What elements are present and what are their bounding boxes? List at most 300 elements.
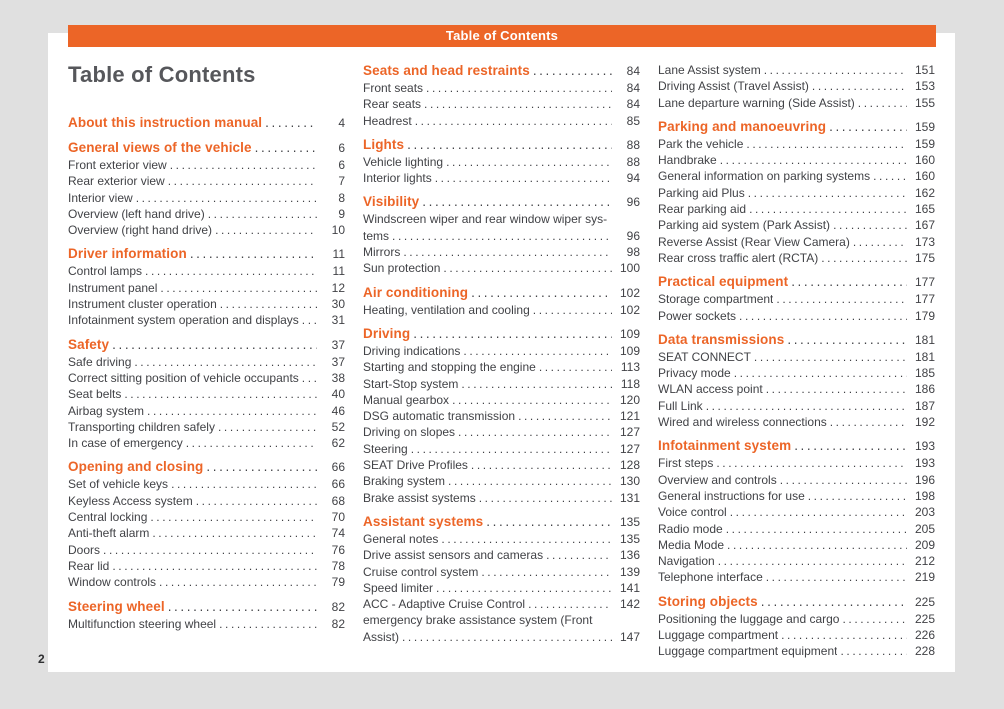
toc-section-heading[interactable]	[658, 331, 935, 349]
header-banner-label: Table of Contents	[445, 28, 559, 43]
toc-section-heading[interactable]	[363, 193, 640, 211]
toc-entry-label: Overview and controls	[658, 472, 777, 487]
toc-entry-label: Power sockets	[658, 308, 737, 323]
toc-entry[interactable]	[68, 616, 345, 632]
toc-entry-label: Drive assist sensors and cameras	[363, 548, 544, 563]
toc-entry[interactable]	[658, 349, 935, 365]
header-banner	[68, 25, 936, 47]
toc-page-number: 193	[914, 456, 935, 471]
dot-leader	[748, 185, 907, 201]
toc-entry[interactable]	[658, 398, 935, 414]
toc-entry-label: Parking aid Plus	[658, 185, 745, 200]
toc-entry[interactable]	[658, 611, 935, 627]
dot-leader	[415, 113, 612, 129]
toc-entry[interactable]	[363, 531, 640, 547]
toc-entry-label: Manual gearbox	[363, 392, 450, 407]
dot-leader	[781, 627, 907, 643]
toc-page-number: 10	[331, 223, 345, 238]
toc-page-number: 118	[620, 376, 640, 391]
toc-page-number: 175	[914, 250, 935, 265]
toc-entry-label: Telephone interface	[658, 570, 763, 585]
dot-leader	[766, 569, 907, 585]
dot-leader	[145, 263, 317, 279]
toc-entry-label: Correct sitting position of vehicle occupants	[68, 370, 299, 385]
toc-entry[interactable]	[363, 408, 640, 424]
dot-leader	[186, 435, 317, 451]
dot-leader	[392, 228, 612, 244]
toc-entry[interactable]	[363, 490, 640, 506]
dot-leader	[720, 152, 907, 168]
dot-leader	[840, 643, 907, 659]
toc-entry[interactable]	[658, 569, 935, 585]
dot-leader	[812, 78, 907, 94]
toc-section	[363, 136, 640, 187]
toc-section-heading[interactable]	[68, 114, 345, 132]
toc-entry-label: SEAT CONNECT	[658, 349, 751, 364]
toc-entry[interactable]	[363, 629, 640, 645]
toc-page-number: 187	[914, 398, 935, 413]
dot-leader	[533, 62, 612, 79]
toc-entry[interactable]	[363, 424, 640, 440]
toc-page-number: 136	[619, 548, 640, 563]
toc-entry[interactable]	[658, 365, 935, 381]
toc-entry[interactable]	[658, 250, 935, 266]
toc-page-number: 198	[914, 488, 935, 503]
toc-section-heading[interactable]	[363, 136, 640, 154]
toc-entry[interactable]	[68, 157, 345, 173]
toc-page-number: 185	[914, 366, 935, 381]
toc-entry-label: Overview (right hand drive)	[68, 223, 213, 238]
toc-entry[interactable]	[658, 381, 935, 397]
toc-page-number: 225	[914, 611, 935, 626]
toc-page-number: 219	[914, 570, 935, 585]
toc-entry[interactable]	[658, 488, 935, 504]
dot-leader	[471, 284, 612, 301]
toc-entry[interactable]	[363, 228, 640, 244]
dot-leader	[764, 62, 907, 78]
toc-entry[interactable]	[68, 493, 345, 509]
dot-leader	[726, 521, 907, 537]
toc-entry-label: Front exterior view	[68, 158, 167, 172]
toc-entry-label: Rear lid	[68, 558, 110, 573]
toc-content	[68, 62, 935, 660]
toc-section	[363, 284, 640, 318]
toc-entry-label: Vehicle lighting	[363, 154, 444, 169]
dot-leader	[150, 509, 317, 525]
toc-entry-label: SEAT Drive Profiles	[363, 458, 468, 473]
toc-entry-label: Central locking	[68, 510, 148, 525]
dot-leader	[452, 392, 612, 408]
toc-entry[interactable]	[658, 291, 935, 307]
dot-leader	[739, 308, 907, 324]
toc-entry[interactable]	[658, 217, 935, 233]
dot-leader	[424, 96, 612, 112]
toc-entry-label: ACC - Adaptive Cruise Control	[363, 597, 526, 612]
dot-leader	[858, 95, 907, 111]
toc-entry[interactable]	[658, 521, 935, 537]
toc-entry-label: Parking aid system (Park Assist)	[658, 218, 831, 233]
dot-leader	[220, 296, 317, 312]
toc-page-number: 153	[914, 79, 935, 94]
toc-entry[interactable]	[68, 206, 345, 222]
toc-entry[interactable]	[658, 152, 935, 168]
dot-leader	[746, 136, 907, 152]
dot-leader	[463, 343, 612, 359]
toc-page-number: 177	[914, 292, 935, 307]
toc-section-heading[interactable]	[363, 284, 640, 302]
toc-entry[interactable]	[68, 525, 345, 541]
toc-page-number: 102	[619, 285, 640, 300]
toc-section	[363, 193, 640, 276]
toc-page-number: 11	[332, 247, 345, 262]
toc-entry-label: Assist)	[363, 629, 399, 644]
toc-entry[interactable]	[658, 201, 935, 217]
toc-section-heading[interactable]	[363, 513, 640, 531]
toc-entry[interactable]	[658, 643, 935, 659]
toc-page-number: 113	[620, 360, 640, 375]
toc-page-number: 96	[626, 195, 640, 210]
toc-entry[interactable]	[363, 359, 640, 375]
toc-page-number: 66	[331, 460, 345, 475]
toc-entry[interactable]	[363, 80, 640, 96]
toc-entry[interactable]	[658, 234, 935, 250]
dot-leader	[716, 455, 907, 471]
dot-leader	[208, 206, 317, 222]
toc-section	[363, 325, 640, 506]
toc-page-number: 88	[626, 154, 640, 169]
toc-page-number: 46	[331, 403, 345, 418]
dot-leader	[168, 173, 317, 189]
dot-leader	[134, 354, 317, 370]
toc-section	[68, 245, 345, 328]
toc-page-number: 121	[619, 409, 640, 424]
dot-leader	[422, 193, 612, 210]
dot-leader	[821, 250, 907, 266]
toc-page-number: 120	[619, 392, 640, 407]
toc-entry[interactable]	[658, 627, 935, 643]
toc-entry[interactable]	[363, 457, 640, 473]
toc-section-heading-label: Opening and closing	[68, 459, 204, 475]
dot-leader	[402, 629, 612, 645]
dot-leader	[754, 349, 907, 365]
dot-leader	[255, 139, 317, 156]
dot-leader	[411, 441, 612, 457]
toc-entry-label: Keyless Access system	[68, 493, 193, 508]
toc-entry[interactable]	[68, 312, 345, 328]
toc-entry-label: Sun protection	[363, 261, 441, 276]
dot-leader	[448, 473, 612, 489]
dot-leader	[170, 157, 317, 173]
dot-leader	[407, 136, 612, 153]
toc-entry-label: Brake assist systems	[363, 490, 476, 505]
toc-column-3	[658, 62, 935, 660]
toc-entry-label: General notes	[363, 531, 439, 546]
toc-entry-label: Cruise control system	[363, 564, 479, 579]
dot-leader	[461, 376, 612, 392]
toc-entry[interactable]	[658, 308, 935, 324]
toc-entry[interactable]	[68, 370, 345, 386]
toc-entry[interactable]	[68, 435, 345, 451]
toc-section-heading-label: Driving	[363, 325, 411, 341]
toc-section-heading[interactable]	[68, 336, 345, 354]
dot-leader	[219, 616, 317, 632]
toc-page-number: 38	[331, 370, 345, 385]
dot-leader	[171, 476, 317, 492]
toc-section-heading[interactable]	[68, 139, 345, 157]
toc-entry-label: Lane Assist system	[658, 63, 761, 77]
toc-section-heading-label: Storing objects	[658, 593, 758, 609]
toc-section-heading[interactable]	[68, 245, 345, 263]
toc-page-number: 85	[626, 113, 640, 128]
dot-leader	[787, 331, 907, 348]
toc-entry[interactable]	[68, 542, 345, 558]
dot-leader	[413, 325, 612, 342]
dot-leader	[479, 490, 612, 506]
dot-leader	[265, 114, 317, 131]
toc-page-number: 160	[914, 153, 935, 168]
toc-entry-label: Interior view	[68, 190, 133, 205]
toc-entry[interactable]	[658, 553, 935, 569]
toc-entry[interactable]	[658, 185, 935, 201]
toc-entry[interactable]	[363, 596, 640, 612]
toc-entry[interactable]	[363, 392, 640, 408]
toc-entry[interactable]	[68, 403, 345, 419]
dot-leader	[730, 504, 907, 520]
toc-page-number: 66	[331, 477, 345, 492]
toc-section	[658, 118, 935, 266]
toc-section-heading[interactable]	[658, 437, 935, 455]
toc-entry-label: Mirrors	[363, 245, 401, 260]
toc-entry[interactable]	[658, 414, 935, 430]
toc-page-number: 167	[914, 218, 935, 233]
toc-section-heading[interactable]	[68, 458, 345, 476]
toc-entry[interactable]	[363, 154, 640, 170]
dot-leader	[533, 302, 612, 318]
toc-entry-label: Transporting children safely	[68, 419, 215, 434]
toc-section	[363, 62, 640, 129]
dot-leader	[436, 580, 612, 596]
toc-entry-label: Rear seats	[363, 97, 422, 112]
toc-entry[interactable]	[363, 96, 640, 112]
toc-page-number: 4	[338, 116, 345, 130]
toc-page-number: 6	[338, 158, 345, 172]
toc-entry-label: Instrument panel	[68, 280, 158, 295]
toc-page-number: 147	[619, 629, 640, 644]
toc-entry[interactable]	[658, 168, 935, 184]
toc-entry[interactable]	[68, 574, 345, 590]
toc-entry[interactable]	[68, 558, 345, 574]
toc-entry[interactable]	[363, 473, 640, 489]
toc-entry-label: Radio mode	[658, 521, 723, 536]
toc-section-heading-label: Visibility	[363, 194, 420, 210]
toc-page-number: 130	[619, 474, 640, 489]
dot-leader	[159, 574, 317, 590]
toc-entry[interactable]	[363, 302, 640, 318]
toc-page-number: 141	[619, 580, 640, 595]
toc-section-heading[interactable]	[363, 325, 640, 343]
toc-section-heading[interactable]	[658, 593, 935, 611]
toc-section-heading[interactable]	[68, 598, 345, 616]
toc-entry-label: General information on parking systems	[658, 169, 871, 184]
toc-section-heading[interactable]	[658, 118, 935, 136]
toc-page-number: 131	[619, 490, 640, 505]
dot-leader	[528, 596, 612, 612]
toc-entry[interactable]	[68, 476, 345, 492]
toc-page-number: 62	[331, 436, 345, 451]
toc-page-number: 179	[914, 308, 935, 323]
toc-entry[interactable]	[68, 509, 345, 525]
toc-page-number: 109	[619, 343, 640, 358]
toc-section-heading-label: Practical equipment	[658, 274, 789, 290]
toc-entry-label: Start-Stop system	[363, 376, 459, 391]
toc-section	[658, 593, 935, 660]
toc-page-number: 193	[914, 439, 935, 454]
toc-page-number: 96	[626, 228, 640, 243]
toc-entry-label: Lane departure warning (Side Assist)	[658, 95, 855, 110]
toc-page-number: 160	[914, 169, 935, 184]
toc-entry[interactable]	[363, 170, 640, 186]
toc-entry-label: Multifunction steering wheel	[68, 616, 217, 631]
toc-page-number: 139	[619, 564, 640, 579]
toc-entry-label: Overview (left hand drive)	[68, 206, 205, 221]
toc-page-number: 84	[626, 81, 640, 95]
toc-entry[interactable]	[363, 244, 640, 260]
toc-page-number: 30	[331, 297, 345, 312]
toc-page-number: 196	[914, 472, 935, 487]
toc-entry[interactable]	[363, 343, 640, 359]
toc-page-number: 205	[914, 521, 935, 536]
toc-entry-label: Seat belts	[68, 387, 122, 402]
dot-leader	[791, 273, 907, 290]
toc-page-number: 68	[331, 493, 345, 508]
dot-leader	[761, 593, 907, 610]
toc-column-1	[68, 62, 345, 660]
toc-page-number: 79	[331, 575, 345, 590]
toc-section	[68, 336, 345, 452]
toc-section	[68, 458, 345, 590]
toc-page-number: 98	[626, 245, 640, 260]
toc-entry[interactable]	[658, 78, 935, 94]
dot-leader	[829, 118, 907, 135]
dot-leader	[168, 598, 317, 615]
toc-entry-wrapped-line[interactable]: emergency brake assistance system (Front	[363, 613, 593, 628]
toc-page-number: 181	[914, 349, 935, 364]
dot-leader	[147, 403, 317, 419]
dot-leader	[435, 170, 612, 186]
toc-entry[interactable]	[658, 455, 935, 471]
toc-entry[interactable]	[68, 296, 345, 312]
toc-entry-label: WLAN access point	[658, 382, 763, 397]
toc-page-number: 82	[331, 616, 345, 631]
dot-leader	[706, 398, 907, 414]
toc-page-number: 84	[626, 64, 640, 78]
toc-entry-label: DSG automatic transmission	[363, 409, 516, 424]
toc-page-number: 228	[914, 644, 935, 659]
toc-page-number: 9	[338, 206, 345, 221]
dot-leader	[749, 201, 907, 217]
toc-entry-label: Window controls	[68, 575, 157, 590]
toc-page-number: 226	[914, 628, 935, 643]
toc-entry[interactable]	[658, 136, 935, 152]
toc-page-number: 74	[331, 526, 345, 541]
toc-entry[interactable]	[363, 260, 640, 276]
toc-page-number: 177	[914, 275, 935, 290]
dot-leader	[833, 217, 907, 233]
toc-entry-label: Safe driving	[68, 354, 132, 369]
toc-entry[interactable]	[363, 441, 640, 457]
toc-entry-label: Rear cross traffic alert (RCTA)	[658, 250, 819, 265]
toc-entry[interactable]	[68, 354, 345, 370]
toc-column-2	[363, 62, 640, 660]
dot-leader	[441, 531, 612, 547]
toc-page-number: 88	[626, 137, 640, 152]
toc-page-number: 162	[914, 185, 935, 200]
toc-entry[interactable]	[363, 547, 640, 563]
toc-entry[interactable]	[363, 564, 640, 580]
toc-entry[interactable]	[363, 113, 640, 129]
dot-leader	[471, 457, 612, 473]
toc-entry[interactable]	[68, 386, 345, 402]
dot-leader	[727, 537, 907, 553]
dot-leader	[734, 365, 907, 381]
toc-entry[interactable]	[68, 222, 345, 238]
toc-entry[interactable]	[658, 95, 935, 111]
toc-entry-label: Navigation	[658, 554, 715, 569]
toc-entry-label: First steps	[658, 456, 714, 471]
toc-entry-wrapped-line[interactable]: Windscreen wiper and rear window wiper sys-	[363, 212, 608, 227]
dot-leader	[481, 564, 612, 580]
toc-entry[interactable]	[68, 263, 345, 279]
dot-leader	[853, 234, 907, 250]
toc-page-number: 159	[914, 136, 935, 151]
toc-entry[interactable]	[363, 376, 640, 392]
toc-section-heading[interactable]	[658, 273, 935, 291]
toc-page-number: 142	[619, 597, 640, 612]
toc-entry-label: Driving on slopes	[363, 425, 456, 440]
page-title: Table of Contents	[68, 62, 256, 87]
toc-entry-label: Storage compartment	[658, 292, 774, 307]
toc-page-number: 127	[619, 425, 640, 440]
toc-section-heading-label: Steering wheel	[68, 598, 165, 614]
dot-leader	[446, 154, 612, 170]
toc-page-number: 70	[331, 510, 345, 525]
dot-leader	[766, 381, 907, 397]
toc-entry-label: Instrument cluster operation	[68, 297, 217, 312]
toc-entry-label: Park the vehicle	[658, 136, 744, 151]
toc-entry[interactable]	[68, 419, 345, 435]
toc-section-heading-label: Infotainment system	[658, 438, 792, 454]
toc-page-number: 94	[626, 171, 640, 186]
toc-entry[interactable]	[658, 537, 935, 553]
toc-page-number: 192	[914, 415, 935, 430]
toc-entry[interactable]	[363, 580, 640, 596]
dot-leader	[808, 488, 907, 504]
dot-leader	[206, 458, 317, 475]
toc-entry[interactable]	[658, 62, 935, 78]
dot-leader	[780, 472, 907, 488]
toc-section-heading[interactable]	[363, 62, 640, 80]
toc-entry-label: Privacy mode	[658, 366, 731, 381]
toc-entry[interactable]	[658, 472, 935, 488]
toc-entry[interactable]	[68, 190, 345, 206]
dot-leader	[842, 611, 907, 627]
dot-leader	[403, 244, 612, 260]
toc-entry[interactable]	[68, 173, 345, 189]
toc-entry[interactable]	[68, 280, 345, 296]
toc-page-number: 151	[914, 63, 935, 77]
toc-entry[interactable]	[658, 504, 935, 520]
toc-entry-label: Luggage compartment	[658, 628, 779, 643]
